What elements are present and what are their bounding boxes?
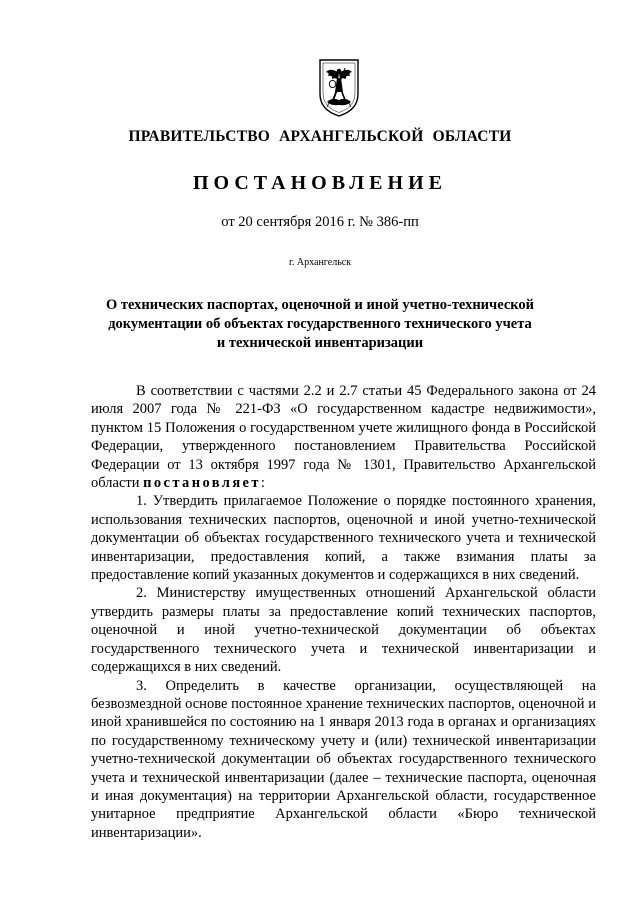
document-city: г. Архангельск: [288, 257, 352, 268]
document-subject: [90, 296, 550, 353]
document-type-heading: ПОСТАНОВЛЕНИЕ: [193, 172, 447, 194]
decree-item: 1. Утвердить прилагаемое Положение о порядке постоянного хранения, использования технических паспортов, оценочной и иной учетно-технической документации об объектах государственного технического учета и технической инвентаризации, предоставления копий, а также взимания платы за предоставление копий указанных документов и содержащихся в них сведений.: [91, 493, 596, 584]
preamble-text: В соответствии с частями 2.2 и 2.7 статьи 45 Федерального закона от 24 июля 2007 года № 221-ФЗ «О государственном кадастре недвижимости», пунктом 15 Положения о государственном учете жилищного фонда в Российской Федерации, утвержденного постановлением Правительства Российской Федерации от 13 октября 1997 года № 1301, Правительство Архангельской области: [91, 383, 596, 492]
decree-word: постановляет: [143, 475, 261, 492]
preamble-paragraph: [91, 382, 596, 492]
arkhangelsk-coat-of-arms-icon: [318, 58, 360, 118]
subject-line: документации об объектах государственного технического учета: [108, 316, 532, 332]
decree-colon: :: [260, 475, 265, 492]
decree-item: 2. Министерству имущественных отношений Архангельской области утвердить размеры платы за предоставление копий технических паспортов, оценочной и иной учетно-технической документации об объектах государственного технического учета и технической инвентаризации и содержащихся в них сведений.: [91, 585, 596, 676]
document-date-number: от 20 сентября 2016 г. № 386-пп: [221, 214, 419, 230]
government-title: ПРАВИТЕЛЬСТВО АРХАНГЕЛЬСКОЙ ОБЛАСТИ: [128, 128, 512, 145]
decree-item: 3. Определить в качестве организации, осуществляющей на безвозмездной основе постоянное хранение технических паспортов, оценочной и иной хранившейся по состоянию на 1 января 2013 года в органах и организациях по государственному техническому учету и (или) технической инвентаризации учетно-технической документации об объектах государственного технического учета и технической инвентаризации (далее – технические паспорта, оценочная и иная документация) на территории Архангельской области, государственное унитарное предприятие Архангельской области «Бюро технической инвентаризации».: [91, 677, 596, 841]
subject-line: О технических паспортах, оценочной и иной учетно-технической: [105, 297, 535, 313]
document-body: [91, 382, 596, 842]
subject-line: и технической инвентаризации: [216, 335, 424, 351]
